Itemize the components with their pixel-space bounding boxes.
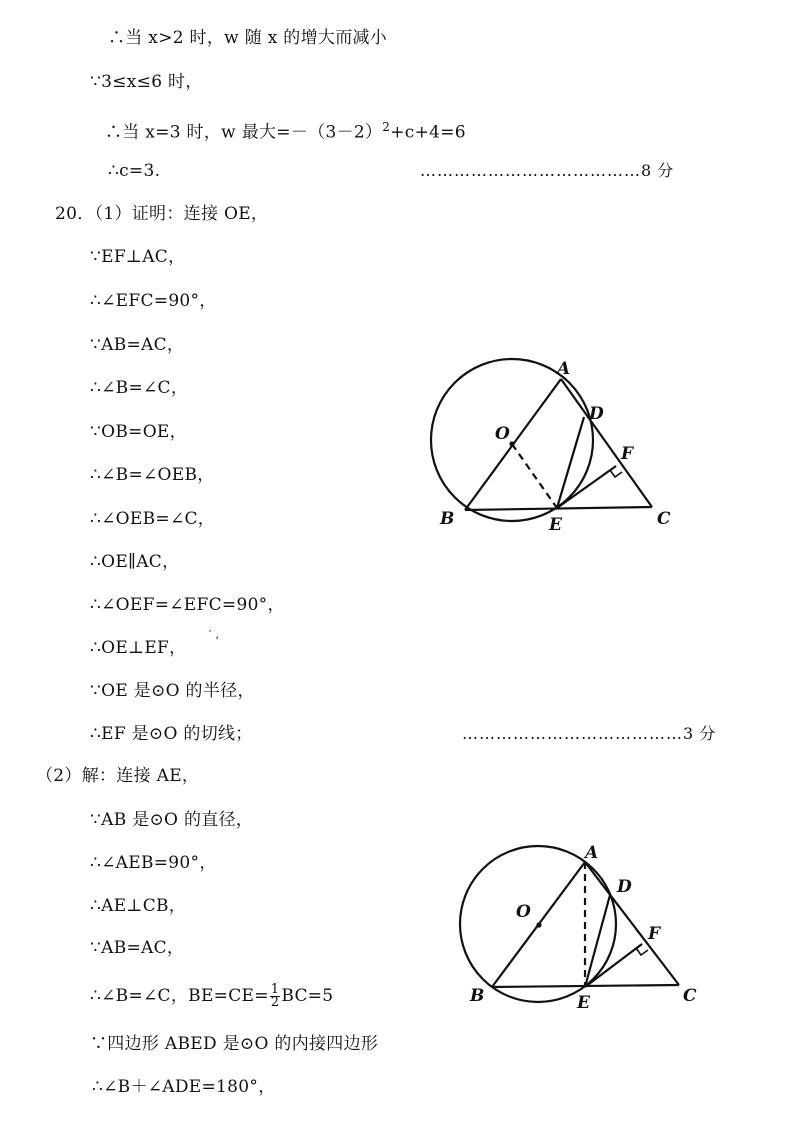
text-line-24: ∵四边形 ABED 是⊙O 的内接四边形 [90, 1034, 379, 1054]
figure-2-circle [460, 846, 616, 1002]
figure-2-line-BC [492, 985, 679, 987]
text-line-25: ∴∠B＋∠ADE=180°， [92, 1077, 276, 1097]
figure-1-line-BC [465, 507, 652, 510]
score-8 [420, 160, 674, 182]
figure-2-line-ED [585, 895, 610, 987]
text-line-19: ∵AB 是⊙O 的直径， [90, 810, 254, 830]
text-line-1: ∴当 x>2 时，w 随 x 的增大而减小 [108, 28, 388, 48]
text-line-9: ∴∠B=∠C， [90, 378, 189, 398]
figure-1-line-ED [557, 417, 584, 508]
figure-2-label-F: F [648, 924, 661, 944]
fraction-denominator: 2 [270, 995, 280, 1010]
text-line-11: ∴∠B=∠OEB， [90, 465, 215, 485]
fraction-numerator: 1 [270, 982, 280, 997]
figure-2-line-AB [492, 862, 585, 987]
figure-1-label-D: D [589, 404, 604, 424]
figure-1-label-E: E [549, 515, 562, 535]
figure-1-line-OE-dashed [512, 444, 557, 508]
score-8-label: 8 分 [641, 161, 674, 180]
figure-1-label-C: C [657, 509, 671, 529]
figure-1-right-angle-mark [610, 470, 622, 477]
text-line-23-main: ∴∠B=∠C，BE=CE= [90, 986, 269, 1006]
text-line-20: ∴∠AEB=90°， [90, 853, 217, 873]
figure-2-label-E: E [577, 993, 590, 1013]
figure-2-label-C: C [683, 986, 697, 1006]
text-line-13: ∴OE∥AC， [90, 552, 180, 572]
figure-1-line-EF [557, 466, 616, 508]
figure-1-drawing [431, 359, 652, 521]
figure-1-label-A: A [557, 359, 571, 379]
figure-2-label-O: O [516, 902, 531, 922]
text-line-6: ∵EF⊥AC， [90, 247, 186, 267]
text-line-3-main: ∴当 x=3 时，w 最大=－（3－2） [105, 122, 383, 143]
figure-1-label-F: F [621, 444, 634, 464]
stray-mark: ′ , [209, 628, 220, 641]
text-line-21: ∴AE⊥CB， [90, 896, 187, 916]
figure-2-drawing [460, 846, 679, 1002]
part-2-heading: （2）解：连接 AE， [36, 766, 200, 786]
figure-1-line-AB [465, 379, 561, 510]
text-line-15: ∴OE⊥EF， [90, 638, 187, 658]
figure-2-line-AC [585, 862, 679, 985]
figure-1-label-B: B [440, 509, 455, 529]
text-line-3 [105, 116, 466, 144]
text-line-16: ∵OE 是⊙O 的半径， [90, 681, 255, 701]
figure-2-label-A: A [585, 843, 599, 863]
text-line-12: ∴∠OEB=∠C， [90, 509, 216, 529]
text-line-7: ∴∠EFC=90°， [90, 291, 217, 311]
score-3 [462, 723, 716, 745]
fraction-one-half [270, 984, 281, 1009]
figure-2-right-angle-mark [636, 948, 648, 955]
score-3-label: 3 分 [683, 724, 716, 743]
figure-1-label-O: O [495, 424, 510, 444]
text-line-8: ∵AB=AC， [90, 335, 185, 355]
text-line-2: ∵3≤x≤6 时， [90, 72, 203, 92]
text-line-22: ∵AB=AC， [90, 938, 185, 958]
text-line-23 [90, 984, 333, 1009]
question-20-heading: 20．（1）证明：连接 OE， [55, 204, 269, 224]
text-line-4: ∴c=3. [108, 161, 161, 181]
text-line-3-sup: 2 [382, 120, 391, 134]
score-3-dots: ………………………………… [462, 724, 683, 743]
text-line-23-tail: BC=5 [281, 986, 334, 1006]
figure-2-line-EF [585, 944, 642, 987]
figure-2-label-B: B [470, 986, 485, 1006]
figure-1-circle [431, 359, 593, 521]
figure-2-label-D: D [617, 877, 632, 897]
figure-1-line-AC [561, 379, 652, 507]
text-line-17: ∴EF 是⊙O 的切线； [90, 724, 253, 744]
text-line-14: ∴∠OEF=∠EFC=90°， [90, 595, 285, 615]
text-line-3-tail: +c+4=6 [390, 122, 466, 143]
figure-1-center-dot [509, 441, 514, 446]
score-8-dots: ………………………………… [420, 161, 641, 180]
figure-2-center-dot [536, 922, 541, 927]
text-line-10: ∵OB=OE， [90, 422, 187, 442]
